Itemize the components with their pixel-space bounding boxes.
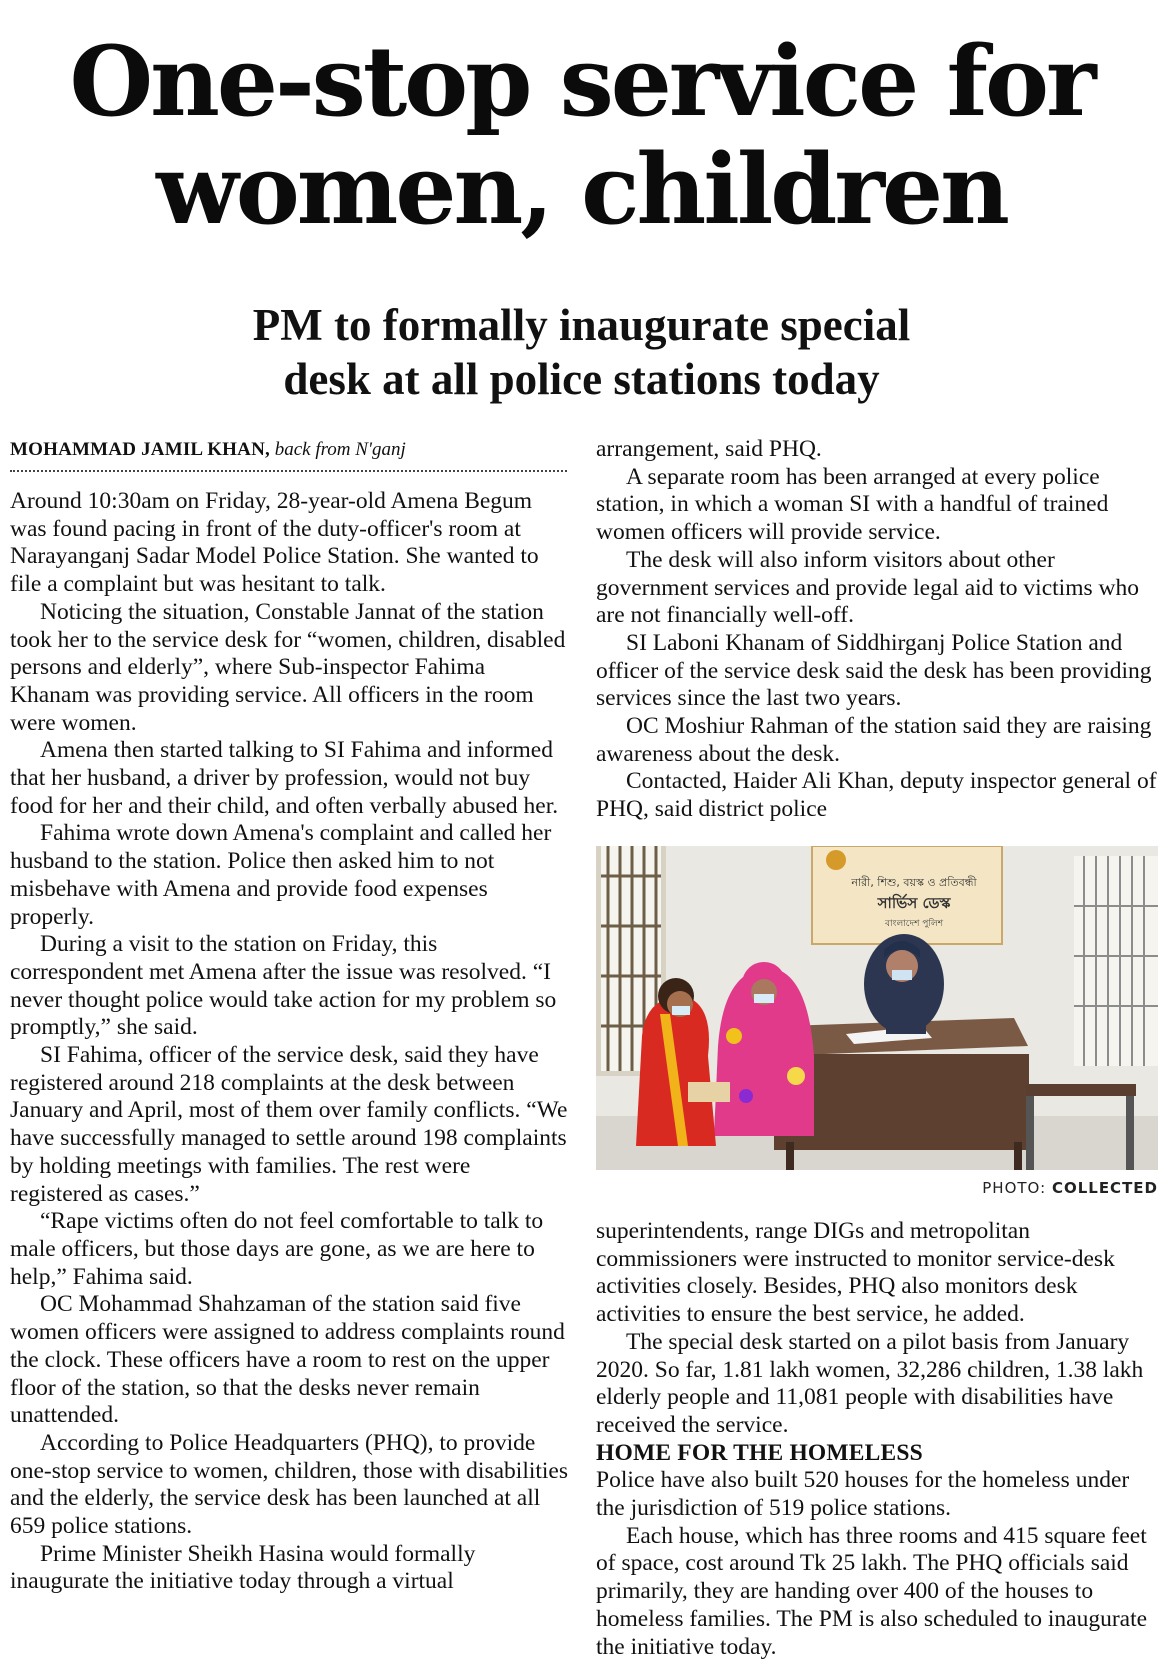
- sign-line-3: বাংলাদেশ পুলিশ: [884, 919, 944, 929]
- paragraph: Around 10:30am on Friday, 28-year-old Amena Begum was found pacing in front of the duty-officer's room at Narayanganj Sadar Model Police Station. She wanted to file a complaint but was hesitant to talk.: [10, 488, 539, 598]
- service-desk-sign: [812, 846, 1002, 944]
- paragraph: Prime Minister Sheikh Hasina would formally inaugurate the initiative today through a virtual: [10, 1540, 476, 1595]
- sign-line-1: নারী, শিশু, বয়স্ক ও প্রতিবন্ধী: [851, 876, 977, 889]
- article-column-2-bottom: [596, 1218, 1158, 1661]
- paragraph: superintendents, range DIGs and metropolitan commissioners were instructed to monitor service-desk activities closely. Besides, PHQ also monitors desk activities to ensure the best service, he added.: [596, 1218, 1115, 1328]
- officer-figure: [864, 934, 944, 1034]
- paragraph: Contacted, Haider Ali Khan, deputy inspector general of PHQ, said district police: [596, 768, 1157, 823]
- byline: [10, 438, 570, 462]
- paragraph: OC Moshiur Rahman of the station said they are raising awareness about the desk.: [596, 713, 1152, 767]
- photo-credit: [596, 1179, 1158, 1197]
- paragraph: According to Police Headquarters (PHQ), to provide one-stop service to women, children, those with disabilities and the elderly, the service desk has been launched at all 659 police stations.: [10, 1429, 569, 1540]
- headline: [0, 25, 1163, 246]
- headline-line-1: One-stop service for: [69, 25, 1094, 138]
- paragraph: A separate room has been arranged at every police station, in which a woman SI with a handful of trained women officers will provide service.: [596, 463, 1109, 546]
- subheadline-line-2: desk at all police stations today: [283, 354, 880, 404]
- byline-divider: [10, 470, 567, 472]
- sign-line-2: সার্ভিস ডেস্ক: [877, 894, 951, 912]
- headline-line-2: women, children: [156, 133, 1007, 246]
- photo-credit-source: COLLECTED: [1051, 1179, 1158, 1197]
- paragraph: Each house, which has three rooms and 415 square feet of space, cost around Tk 25 lakh. The PHQ officials said primarily, they are handing over 400 of the houses to homeless families. The PM is also scheduled to inaugurate the initiative today.: [596, 1522, 1148, 1660]
- paragraph: OC Mohammad Shahzaman of the station said five women officers were assigned to address complaints round the clock. These officers have a room to rest on the upper floor of the station, so that the desks never remain unattended.: [10, 1291, 565, 1429]
- paragraph: Fahima wrote down Amena's complaint and called her husband to the station. Police then asked him to not misbehave with Amena and provide food expenses properly.: [10, 820, 552, 930]
- article-photo: [596, 846, 1158, 1170]
- paragraph: arrangement, said PHQ.: [596, 436, 822, 462]
- subheadline-line-1: PM to formally inaugurate special: [252, 300, 911, 350]
- window-grille-right: [1074, 856, 1158, 1066]
- photo-credit-prefix: PHOTO:: [982, 1179, 1047, 1197]
- paragraph: During a visit to the station on Friday, this correspondent met Amena after the issue was resolved. “I never thought police would take action for my problem so promptly,” she said.: [10, 931, 557, 1041]
- paragraph: SI Fahima, officer of the service desk, said they have registered around 218 complaints at the desk between January and April, most of them over family conflicts. “We have successfully managed to settle around 198 complaints by holding meetings with families. The rest were registered as cases.”: [10, 1042, 568, 1207]
- paragraph: The special desk started on a pilot basis from January 2020. So far, 1.81 lakh women, 32,286 children, 1.38 lakh elderly people and 11,081 people with disabilities have received the service.: [596, 1328, 1144, 1438]
- byline-location: back from N'ganj: [274, 439, 406, 460]
- paragraph: The desk will also inform visitors about other government services and provide legal aid to victims who are not financially well-off.: [596, 546, 1139, 629]
- photo-illustration: [596, 846, 1158, 1170]
- paragraph: Amena then started talking to SI Fahima and informed that her husband, a driver by profession, would not buy food for her and their child, and often verbally abused her.: [10, 737, 559, 819]
- paragraph: SI Laboni Khanam of Siddhirganj Police Station and officer of the service desk said the desk has been providing services since the last two years.: [596, 629, 1152, 712]
- article-column-1: [10, 488, 568, 1596]
- paragraph: “Rape victims often do not feel comfortable to talk to male officers, but those days are gone, as we are here to help,” Fahima said.: [10, 1208, 544, 1290]
- section-subheading: HOME FOR THE HOMELESS: [596, 1439, 923, 1466]
- article-column-2-top: [596, 436, 1158, 824]
- paragraph: Noticing the situation, Constable Jannat of the station took her to the service desk for “women, children, disabled persons and elderly”, where Sub-inspector Fahima Khanam was providing service. All officers in the room were women.: [10, 598, 566, 736]
- paragraph: Police have also built 520 houses for the homeless under the jurisdiction of 519 police stations.: [596, 1467, 1130, 1522]
- byline-author: MOHAMMAD JAMIL KHAN,: [10, 439, 270, 460]
- subheadline: [0, 298, 1163, 406]
